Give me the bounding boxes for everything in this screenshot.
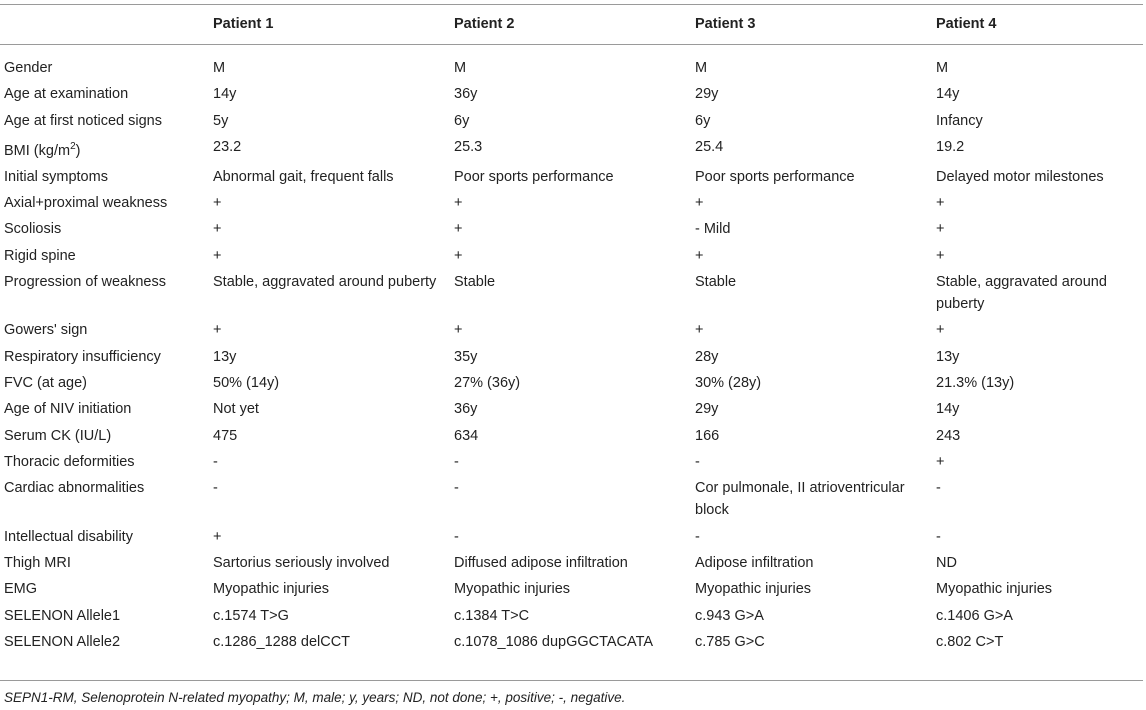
cell-patient-4: Stable, aggravated around puberty (936, 273, 1107, 312)
cell-patient-3: 29y (695, 86, 719, 103)
cell-patient-3: - (695, 528, 700, 545)
cell-patient-1: 13y (213, 348, 237, 365)
cell-patient-2: - (454, 528, 459, 545)
cell-patient-3: - Mild (695, 221, 731, 238)
header-empty (0, 4, 209, 45)
table-row (0, 45, 1143, 80)
table-row (0, 522, 1143, 548)
cell-patient-3: 166 (695, 427, 720, 444)
table-row (0, 627, 1143, 676)
cell-patient-1: - (213, 480, 218, 497)
cell-patient-2: + (454, 247, 463, 264)
cell-patient-2: + (454, 221, 463, 238)
table-row (0, 548, 1143, 574)
row-label: SELENON Allele2 (4, 633, 121, 650)
bmi-label-superscript: 2 (70, 140, 76, 152)
cell-patient-4: - (936, 528, 941, 545)
cell-patient-1: Myopathic injuries (213, 581, 330, 598)
cell-patient-2: + (454, 322, 463, 339)
cell-patient-1: + (213, 528, 222, 545)
row-label: Rigid spine (4, 247, 76, 264)
table-row (0, 447, 1143, 473)
cell-patient-1: + (213, 221, 222, 238)
table-row (0, 601, 1143, 627)
row-label: FVC (at age) (4, 375, 87, 391)
cell-patient-3: 28y (695, 348, 719, 365)
cell-patient-4: c.1406 G>A (936, 607, 1013, 624)
cell-patient-4: ND (936, 554, 957, 571)
cell-patient-3: Stable (695, 273, 737, 290)
cell-patient-2: - (454, 453, 459, 470)
cell-patient-1: 475 (213, 427, 238, 444)
table-row (0, 132, 1143, 162)
cell-patient-2: Stable (454, 273, 496, 290)
cell-patient-2: + (454, 195, 463, 212)
cell-patient-2: 35y (454, 348, 478, 365)
cell-patient-4: Myopathic injuries (936, 581, 1053, 598)
cell-patient-2: 634 (454, 427, 479, 444)
table-row (0, 267, 1143, 316)
cell-patient-3: 29y (695, 401, 719, 418)
table-footnote: SEPN1-RM, Selenoprotein N-related myopathy; M, male; y, years; ND, not done; +, positive; -, negative. (4, 690, 626, 705)
cell-patient-1: c.1574 T>G (213, 607, 289, 624)
cell-patient-4: 13y (936, 348, 960, 365)
table-row (0, 188, 1143, 214)
cell-patient-1: 14y (213, 86, 237, 103)
cell-patient-1: 50% (14y) (213, 375, 280, 391)
cell-patient-3: M (695, 60, 708, 76)
row-label: Respiratory insufficiency (4, 348, 161, 365)
row-label: Age at first noticed signs (4, 112, 162, 129)
cell-patient-1: Sartorius seriously involved (213, 554, 390, 571)
cell-patient-2: 6y (454, 112, 470, 129)
cell-patient-4: + (936, 195, 945, 212)
header-patient-1: Patient 1 (209, 4, 450, 45)
row-label: Gowers' sign (4, 322, 88, 339)
header-patient-3: Patient 3 (691, 4, 932, 45)
cell-patient-1: c.1286_1288 delCCT (213, 633, 351, 650)
table-row (0, 421, 1143, 447)
cell-patient-2: c.1078_1086 dupGGCTACATA (454, 633, 654, 650)
table-row (0, 394, 1143, 420)
row-label: Age of NIV initiation (4, 401, 132, 418)
cell-patient-2: 36y (454, 401, 478, 418)
row-label: Initial symptoms (4, 168, 108, 185)
cell-patient-3: Cor pulmonale, II atrioventricular block (695, 480, 905, 519)
row-label: SELENON Allele1 (4, 607, 121, 624)
cell-patient-3: 25.4 (695, 138, 724, 155)
row-label (0, 132, 209, 162)
patient-table-container (0, 4, 1146, 675)
table-row (0, 214, 1143, 240)
bottom-rule (0, 680, 1143, 681)
row-label: Intellectual disability (4, 528, 133, 545)
table-row (0, 241, 1143, 267)
cell-patient-4: + (936, 322, 945, 339)
table-row (0, 473, 1143, 522)
row-label: Cardiac abnormalities (4, 480, 145, 497)
table-row (0, 79, 1143, 105)
cell-patient-3: + (695, 322, 704, 339)
cell-patient-3: c.785 G>C (695, 633, 765, 650)
cell-patient-2: Diffused adipose infiltration (454, 554, 628, 571)
cell-patient-3: Myopathic injuries (695, 581, 812, 598)
header-patient-4: Patient 4 (932, 4, 1143, 45)
cell-patient-3: Poor sports performance (695, 168, 855, 185)
cell-patient-1: Abnormal gait, frequent falls (213, 168, 394, 185)
cell-patient-1: M (213, 60, 226, 76)
row-label: Axial+proximal weakness (4, 195, 168, 212)
row-label: EMG (4, 581, 38, 598)
cell-patient-3: - (695, 453, 700, 470)
cell-patient-4: Infancy (936, 112, 983, 129)
patient-characteristics-table (0, 4, 1143, 675)
cell-patient-3: c.943 G>A (695, 607, 764, 624)
cell-patient-4: c.802 C>T (936, 633, 1004, 650)
cell-patient-1: 5y (213, 112, 229, 129)
table-row (0, 342, 1143, 368)
cell-patient-1: - (213, 453, 218, 470)
cell-patient-1: Stable, aggravated around puberty (213, 273, 437, 290)
cell-patient-2: 27% (36y) (454, 375, 521, 391)
cell-patient-3: + (695, 247, 704, 264)
row-label: Thigh MRI (4, 554, 71, 571)
bmi-label-end: ) (75, 142, 81, 159)
cell-patient-1: + (213, 247, 222, 264)
row-label: Gender (4, 60, 53, 76)
table-row (0, 106, 1143, 132)
cell-patient-3: Adipose infiltration (695, 554, 814, 571)
cell-patient-2: Myopathic injuries (454, 581, 571, 598)
cell-patient-1: Not yet (213, 401, 259, 418)
cell-patient-2: M (454, 60, 467, 76)
cell-patient-1: 23.2 (213, 138, 242, 155)
cell-patient-2: 36y (454, 86, 478, 103)
cell-patient-4: 14y (936, 401, 960, 418)
row-label: Progression of weakness (4, 273, 166, 290)
cell-patient-4: + (936, 221, 945, 238)
cell-patient-4: 14y (936, 86, 960, 103)
table-row (0, 315, 1143, 341)
cell-patient-4: - (936, 480, 941, 497)
cell-patient-2: c.1384 T>C (454, 607, 530, 624)
cell-patient-4: Delayed motor milestones (936, 168, 1104, 185)
bmi-label: BMI (kg/m (4, 142, 71, 159)
table-row (0, 368, 1143, 394)
header-row (0, 4, 1143, 45)
row-label: Scoliosis (4, 221, 62, 238)
cell-patient-3: 30% (28y) (695, 375, 762, 391)
table-row (0, 574, 1143, 600)
cell-patient-4: 243 (936, 427, 961, 444)
cell-patient-4: M (936, 60, 949, 76)
cell-patient-4: 21.3% (13y) (936, 375, 1015, 391)
cell-patient-2: Poor sports performance (454, 168, 614, 185)
cell-patient-3: + (695, 195, 704, 212)
cell-patient-4: 19.2 (936, 138, 965, 155)
row-label: Serum CK (IU/L) (4, 427, 112, 444)
header-patient-2: Patient 2 (450, 4, 691, 45)
table-row (0, 162, 1143, 188)
cell-patient-1: + (213, 322, 222, 339)
cell-patient-3: 6y (695, 112, 711, 129)
cell-patient-2: - (454, 480, 459, 497)
row-label: Thoracic deformities (4, 453, 135, 470)
cell-patient-1: + (213, 195, 222, 212)
cell-patient-4: + (936, 453, 945, 470)
cell-patient-2: 25.3 (454, 138, 483, 155)
row-label: Age at examination (4, 86, 129, 103)
cell-patient-4: + (936, 247, 945, 264)
